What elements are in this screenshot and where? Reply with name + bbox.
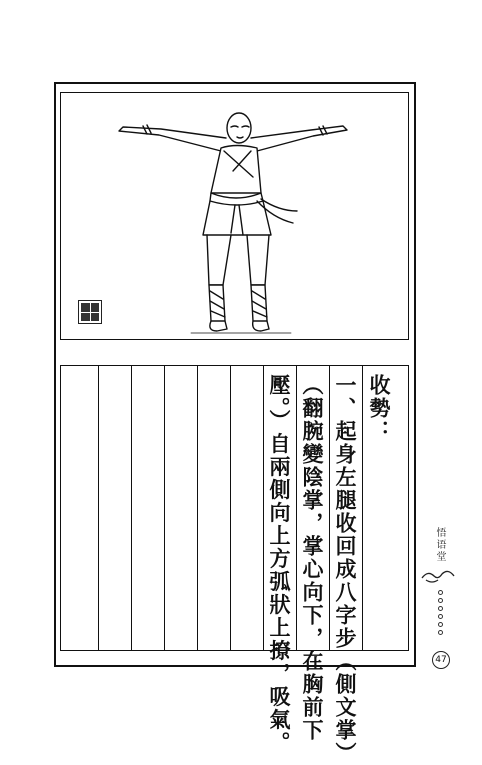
seal-icon	[78, 300, 102, 324]
text-line-1: 一、起身左腿收回成八字步（側文掌）	[333, 374, 358, 765]
decorative-dots	[438, 590, 446, 638]
column-rule	[296, 366, 297, 650]
column-rule	[329, 366, 330, 650]
column-rule	[362, 366, 363, 650]
monk-figure-illustration	[61, 93, 410, 341]
text-line-2: （翻腕變陰掌，掌心向下，在胸前下	[300, 374, 325, 742]
text-line-3: 壓。）自兩側向上方弧狀上撩，吸氣。	[267, 374, 292, 755]
publisher-label: 悟语堂	[434, 527, 445, 563]
text-panel	[60, 365, 409, 765]
column-rule	[230, 366, 231, 650]
page-number: 47	[432, 651, 450, 669]
illustration-panel	[60, 92, 409, 340]
section-heading: 收勢：	[367, 374, 392, 443]
column-rule	[131, 366, 132, 650]
column-rule	[98, 366, 99, 650]
column-rule	[197, 366, 198, 650]
column-rule	[164, 366, 165, 650]
column-rule	[263, 366, 264, 650]
cloud-ornament-icon	[420, 568, 456, 584]
